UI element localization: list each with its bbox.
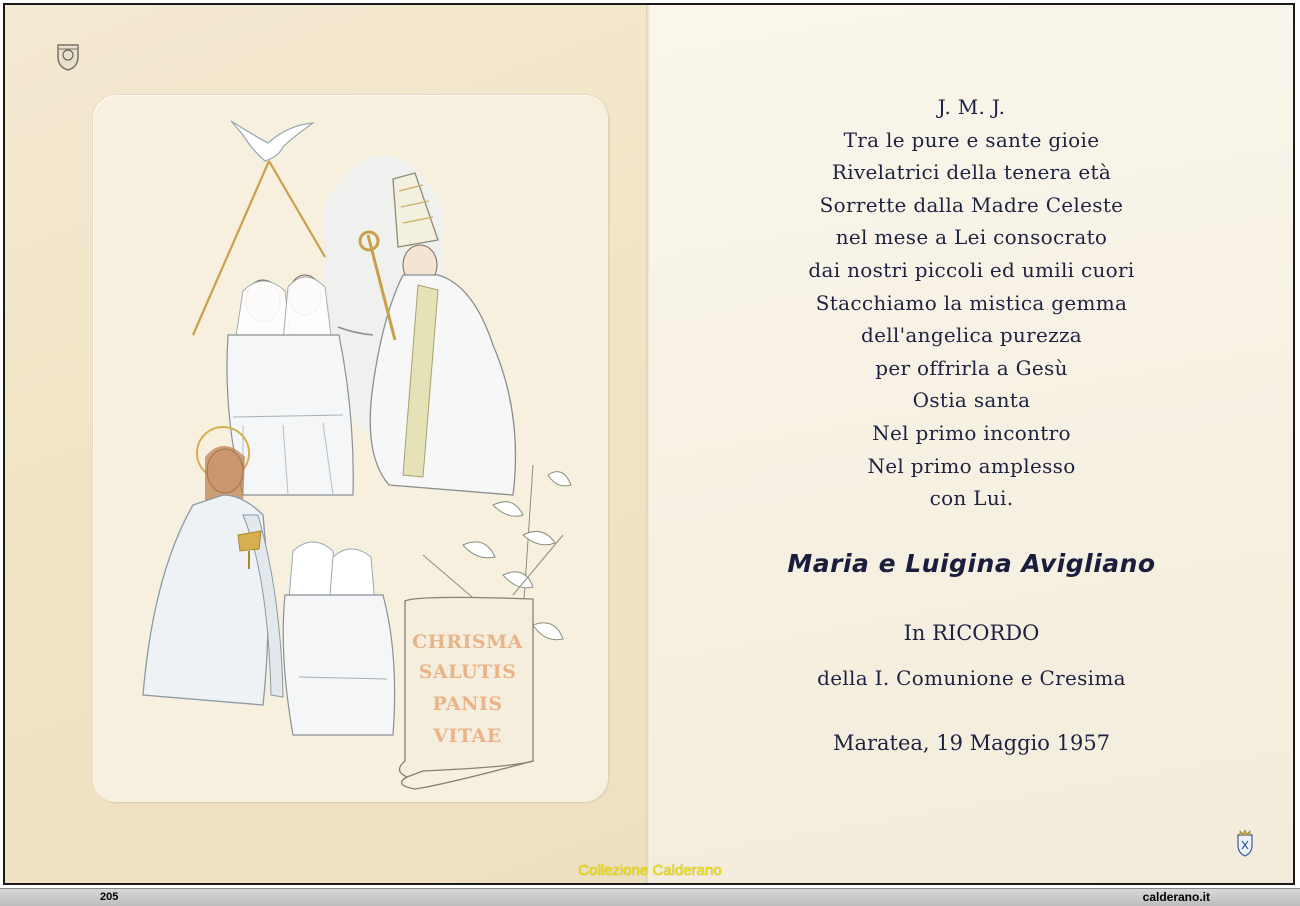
communion-illustration	[93, 95, 609, 803]
page-number: 205	[100, 891, 119, 903]
place-date: Maratea, 19 Maggio 1957	[832, 731, 1111, 755]
dove-icon	[231, 121, 313, 161]
collection-watermark: Collezione Calderano	[578, 862, 722, 879]
photo-frame	[3, 3, 1295, 885]
verse-line: Sorrette dalla Madre Celeste	[819, 192, 1124, 217]
coat-of-arms-icon	[1235, 829, 1255, 857]
verse-line: Rivelatrici della tenera età	[831, 160, 1112, 185]
verse-line: Tra le pure e sante gioie	[843, 127, 1100, 152]
site-link[interactable]: calderano.it	[1142, 890, 1210, 904]
verse-line: con Lui.	[929, 486, 1014, 511]
scroll-line: VITAE	[433, 725, 502, 747]
scroll-line: CHRISMA	[412, 631, 523, 653]
verse-line: dell'angelica purezza	[860, 323, 1083, 348]
scroll-line: SALUTIS	[418, 661, 517, 683]
card-text	[650, 5, 1293, 883]
verse-line: per offrirla a Gesù	[875, 355, 1068, 380]
scroll-inscription	[405, 627, 530, 751]
verse-line: J. M. J.	[937, 95, 1006, 119]
verse-line: Nel primo amplesso	[867, 453, 1076, 478]
occasion-line: della I. Comunione e Cresima	[817, 666, 1126, 690]
footer-bar	[0, 888, 1300, 906]
ricordo-heading: In RICORDO	[903, 621, 1040, 645]
verse-line: Stacchiamo la mistica gemma	[815, 290, 1128, 315]
verse-line: nel mese a Lei consocrato	[835, 225, 1108, 250]
verse-line: Nel primo incontro	[872, 420, 1071, 445]
seal-icon	[55, 41, 81, 71]
verse-line: dai nostri piccoli ed umili cuori	[808, 257, 1135, 282]
scroll-line: PANIS	[432, 693, 503, 715]
verse	[589, 91, 1295, 515]
verse-line: Ostia santa	[912, 388, 1031, 413]
recipient-names: Maria e Luigina Avigliano	[787, 549, 1156, 578]
girls-lower	[283, 542, 394, 735]
